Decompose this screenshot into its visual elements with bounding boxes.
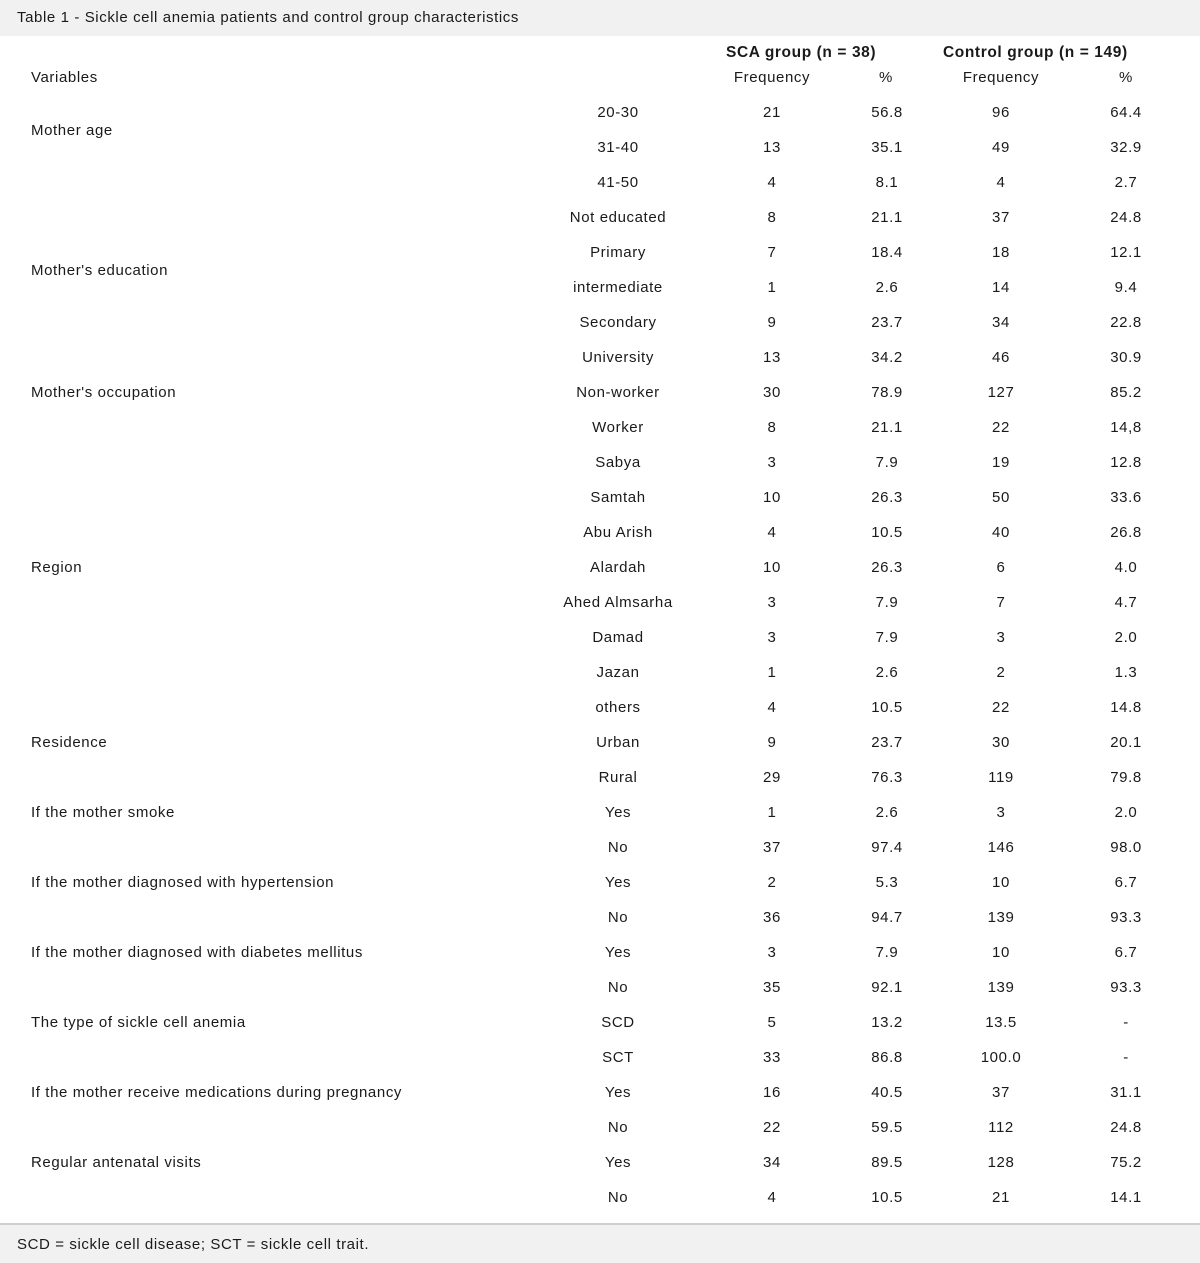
cell-control-frequency: 46 — [992, 349, 1010, 366]
cell-sca-percent: 35.1 — [871, 139, 903, 156]
cell-category: Primary — [590, 244, 646, 261]
cell-control-percent: 2.0 — [1114, 629, 1138, 646]
cell-sca-frequency: 8 — [767, 419, 777, 436]
cell-sca-percent: 7.9 — [875, 594, 899, 611]
cell-control-percent: 24.8 — [1110, 209, 1142, 226]
variable-label: If the mother diagnosed with diabetes mellitus — [31, 944, 363, 961]
cell-control-frequency: 34 — [992, 314, 1010, 331]
header-control-frequency: Frequency — [962, 69, 1040, 86]
cell-category: No — [607, 909, 629, 926]
cell-category: Not educated — [569, 209, 667, 226]
variable-label: The type of sickle cell anemia — [31, 1014, 246, 1031]
cell-control-frequency: 18 — [992, 244, 1010, 261]
cell-category: Yes — [604, 804, 632, 821]
cell-category: No — [607, 1189, 629, 1206]
cell-control-percent: 4.7 — [1114, 594, 1138, 611]
variable-label: Residence — [31, 734, 108, 751]
cell-control-percent: 22.8 — [1110, 314, 1142, 331]
cell-control-frequency: 100.0 — [980, 1049, 1022, 1066]
cell-control-percent: - — [1123, 1014, 1129, 1031]
cell-sca-frequency: 1 — [767, 279, 777, 296]
cell-category: No — [607, 1119, 629, 1136]
cell-sca-percent: 89.5 — [871, 1154, 903, 1171]
cell-control-percent: 6.7 — [1114, 874, 1138, 891]
cell-sca-percent: 7.9 — [875, 454, 899, 471]
cell-category: 20-30 — [597, 104, 639, 121]
cell-sca-frequency: 16 — [763, 1084, 781, 1101]
cell-control-percent: 32.9 — [1110, 139, 1142, 156]
cell-sca-percent: 78.9 — [871, 384, 903, 401]
cell-category: Yes — [604, 1084, 632, 1101]
cell-control-frequency: 19 — [992, 454, 1010, 471]
cell-control-percent: 20.1 — [1110, 734, 1142, 751]
cell-sca-frequency: 1 — [767, 664, 777, 681]
cell-control-frequency: 127 — [987, 384, 1015, 401]
cell-sca-percent: 56.8 — [871, 104, 903, 121]
cell-sca-percent: 7.9 — [875, 629, 899, 646]
cell-sca-percent: 40.5 — [871, 1084, 903, 1101]
cell-control-percent: - — [1123, 1049, 1129, 1066]
cell-control-frequency: 37 — [992, 209, 1010, 226]
cell-sca-percent: 26.3 — [871, 559, 903, 576]
cell-category: intermediate — [573, 279, 663, 296]
cell-category: Worker — [592, 419, 644, 436]
cell-control-percent: 6.7 — [1114, 944, 1138, 961]
cell-category: Jazan — [596, 664, 640, 681]
cell-category: No — [607, 839, 629, 856]
cell-sca-frequency: 2 — [767, 874, 777, 891]
cell-category: 41-50 — [597, 174, 639, 191]
cell-control-percent: 26.8 — [1110, 524, 1142, 541]
cell-control-frequency: 10 — [992, 944, 1010, 961]
header-control-group: Control group (n = 149) — [943, 44, 1128, 61]
cell-sca-percent: 2.6 — [875, 664, 899, 681]
cell-control-percent: 1.3 — [1114, 664, 1138, 681]
cell-sca-percent: 5.3 — [875, 874, 899, 891]
cell-control-frequency: 3 — [996, 804, 1006, 821]
cell-control-frequency: 14 — [992, 279, 1010, 296]
header-sca-group: SCA group (n = 38) — [726, 44, 877, 61]
cell-control-percent: 33.6 — [1110, 489, 1142, 506]
cell-sca-percent: 34.2 — [871, 349, 903, 366]
variable-label: Mother age — [31, 122, 113, 139]
variable-label: If the mother smoke — [31, 804, 175, 821]
cell-sca-frequency: 35 — [763, 979, 781, 996]
cell-control-frequency: 40 — [992, 524, 1010, 541]
cell-category: Sabya — [595, 454, 641, 471]
cell-category: Yes — [604, 944, 632, 961]
cell-control-percent: 14.1 — [1110, 1189, 1142, 1206]
cell-sca-percent: 18.4 — [871, 244, 903, 261]
cell-control-frequency: 13.5 — [985, 1014, 1017, 1031]
cell-category: Ahed Almsarha — [563, 594, 673, 611]
cell-sca-frequency: 4 — [767, 1189, 777, 1206]
cell-sca-percent: 23.7 — [871, 314, 903, 331]
cell-control-percent: 24.8 — [1110, 1119, 1142, 1136]
cell-sca-frequency: 21 — [763, 104, 781, 121]
cell-category: Secondary — [579, 314, 657, 331]
cell-sca-percent: 76.3 — [871, 769, 903, 786]
cell-sca-frequency: 10 — [763, 489, 781, 506]
cell-category: 31-40 — [597, 139, 639, 156]
cell-control-percent: 12.1 — [1110, 244, 1142, 261]
cell-control-frequency: 146 — [987, 839, 1015, 856]
cell-control-percent: 2.0 — [1114, 804, 1138, 821]
cell-sca-percent: 59.5 — [871, 1119, 903, 1136]
cell-category: Non-worker — [576, 384, 660, 401]
cell-control-percent: 2.7 — [1114, 174, 1138, 191]
cell-sca-percent: 2.6 — [875, 279, 899, 296]
cell-control-percent: 30.9 — [1110, 349, 1142, 366]
cell-sca-percent: 7.9 — [875, 944, 899, 961]
cell-category: Rural — [598, 769, 638, 786]
cell-sca-percent: 21.1 — [871, 209, 903, 226]
cell-control-frequency: 3 — [996, 629, 1006, 646]
cell-sca-frequency: 13 — [763, 139, 781, 156]
cell-sca-frequency: 4 — [767, 174, 777, 191]
cell-category: Yes — [604, 874, 632, 891]
cell-control-percent: 12.8 — [1110, 454, 1142, 471]
cell-sca-frequency: 4 — [767, 524, 777, 541]
cell-sca-percent: 13.2 — [871, 1014, 903, 1031]
cell-sca-frequency: 9 — [767, 734, 777, 751]
cell-sca-frequency: 7 — [767, 244, 777, 261]
cell-sca-percent: 94.7 — [871, 909, 903, 926]
cell-control-frequency: 22 — [992, 699, 1010, 716]
cell-sca-frequency: 33 — [763, 1049, 781, 1066]
cell-category: others — [595, 699, 641, 716]
variable-label: Region — [31, 559, 83, 576]
cell-sca-percent: 10.5 — [871, 699, 903, 716]
cell-sca-frequency: 29 — [763, 769, 781, 786]
cell-sca-frequency: 3 — [767, 594, 777, 611]
cell-category: Samtah — [590, 489, 646, 506]
cell-sca-frequency: 37 — [763, 839, 781, 856]
cell-category: SCT — [602, 1049, 634, 1066]
cell-sca-frequency: 30 — [763, 384, 781, 401]
cell-category: SCD — [601, 1014, 635, 1031]
cell-control-frequency: 49 — [992, 139, 1010, 156]
cell-sca-frequency: 8 — [767, 209, 777, 226]
cell-control-frequency: 128 — [987, 1154, 1015, 1171]
cell-category: Urban — [596, 734, 640, 751]
cell-control-frequency: 22 — [992, 419, 1010, 436]
cell-control-percent: 64.4 — [1110, 104, 1142, 121]
cell-control-frequency: 7 — [996, 594, 1006, 611]
cell-sca-frequency: 5 — [767, 1014, 777, 1031]
cell-sca-percent: 23.7 — [871, 734, 903, 751]
cell-sca-frequency: 9 — [767, 314, 777, 331]
variable-label: If the mother receive medications during pregnancy — [31, 1084, 403, 1101]
variable-label: Mother's education — [31, 262, 169, 279]
header-variables: Variables — [31, 69, 98, 86]
cell-control-frequency: 30 — [992, 734, 1010, 751]
table-caption: Table 1 - Sickle cell anemia patients and control group characteristics — [0, 0, 1200, 36]
cell-sca-percent: 21.1 — [871, 419, 903, 436]
cell-control-frequency: 6 — [996, 559, 1006, 576]
cell-control-frequency: 139 — [987, 909, 1015, 926]
cell-category: Damad — [592, 629, 644, 646]
cell-category: No — [607, 979, 629, 996]
cell-control-frequency: 119 — [988, 769, 1014, 786]
cell-control-frequency: 50 — [992, 489, 1010, 506]
cell-sca-percent: 92.1 — [871, 979, 903, 996]
cell-control-percent: 4.0 — [1114, 559, 1138, 576]
variable-label: If the mother diagnosed with hypertension — [31, 874, 335, 891]
cell-control-frequency: 139 — [987, 979, 1015, 996]
cell-control-frequency: 4 — [996, 174, 1006, 191]
cell-control-frequency: 112 — [988, 1119, 1014, 1136]
cell-control-percent: 14,8 — [1110, 419, 1142, 436]
cell-category: Yes — [604, 1154, 632, 1171]
variable-label: Mother's occupation — [31, 384, 177, 401]
cell-control-frequency: 96 — [992, 104, 1010, 121]
cell-control-percent: 14.8 — [1110, 699, 1142, 716]
table-footnote: SCD = sickle cell disease; SCT = sickle cell trait. — [0, 1225, 1200, 1263]
cell-control-percent: 98.0 — [1110, 839, 1142, 856]
header-sca-percent: % — [879, 69, 893, 86]
cell-sca-percent: 8.1 — [875, 174, 899, 191]
cell-sca-percent: 2.6 — [875, 804, 899, 821]
cell-sca-frequency: 3 — [767, 629, 777, 646]
cell-category: University — [582, 349, 654, 366]
cell-control-percent: 93.3 — [1110, 909, 1142, 926]
cell-sca-percent: 26.3 — [871, 489, 903, 506]
header-control-percent: % — [1119, 69, 1133, 86]
cell-sca-frequency: 3 — [767, 944, 777, 961]
cell-sca-percent: 86.8 — [871, 1049, 903, 1066]
cell-sca-frequency: 1 — [767, 804, 777, 821]
cell-category: Alardah — [590, 559, 646, 576]
cell-sca-percent: 97.4 — [871, 839, 903, 856]
cell-sca-frequency: 13 — [763, 349, 781, 366]
cell-control-frequency: 2 — [996, 664, 1006, 681]
cell-control-percent: 85.2 — [1110, 384, 1142, 401]
cell-control-frequency: 37 — [992, 1084, 1010, 1101]
cell-control-percent: 31.1 — [1110, 1084, 1142, 1101]
cell-sca-percent: 10.5 — [871, 1189, 903, 1206]
cell-control-frequency: 21 — [992, 1189, 1010, 1206]
cell-control-percent: 75.2 — [1110, 1154, 1142, 1171]
cell-sca-percent: 10.5 — [871, 524, 903, 541]
cell-control-frequency: 10 — [992, 874, 1010, 891]
cell-sca-frequency: 36 — [763, 909, 781, 926]
header-sca-frequency: Frequency — [733, 69, 811, 86]
cell-category: Abu Arish — [583, 524, 653, 541]
cell-sca-frequency: 34 — [763, 1154, 781, 1171]
variable-label: Regular antenatal visits — [31, 1154, 202, 1171]
cell-sca-frequency: 4 — [767, 699, 777, 716]
cell-sca-frequency: 3 — [767, 454, 777, 471]
cell-control-percent: 9.4 — [1114, 279, 1138, 296]
cell-sca-frequency: 10 — [763, 559, 781, 576]
cell-control-percent: 93.3 — [1110, 979, 1142, 996]
cell-sca-frequency: 22 — [763, 1119, 781, 1136]
cell-control-percent: 79.8 — [1110, 769, 1142, 786]
